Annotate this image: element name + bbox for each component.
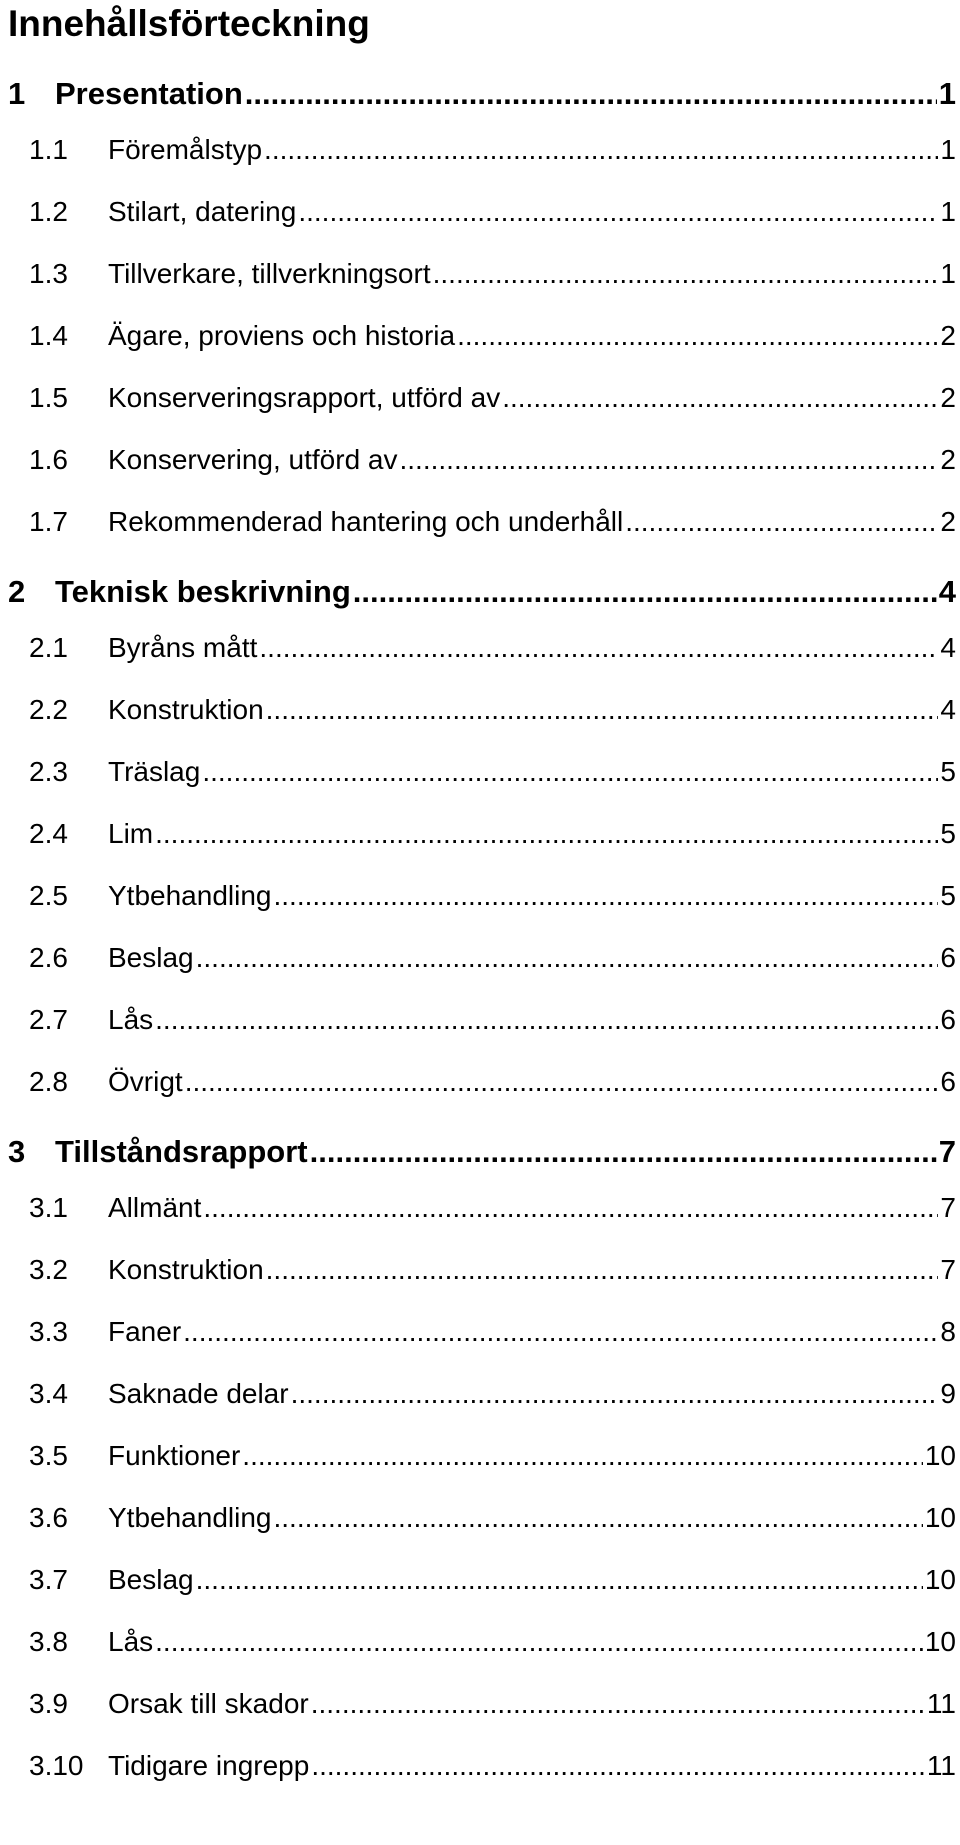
toc-entry-line — [108, 1498, 956, 1538]
toc-entry-line — [108, 1684, 956, 1724]
toc-entry-label: Rekommenderad hantering och underhåll — [108, 506, 624, 537]
toc-entry-label: Beslag — [108, 942, 194, 973]
dot-leader — [502, 378, 938, 418]
toc-entry-page-number: 7 — [938, 1134, 956, 1169]
toc-entry[interactable] — [0, 814, 960, 854]
toc-entry[interactable] — [0, 1622, 960, 1662]
dot-leader — [266, 1250, 939, 1290]
toc-entry-label: Ytbehandling — [108, 1502, 272, 1533]
toc-entry[interactable] — [0, 1250, 960, 1290]
toc-entry-number: 3.2 — [29, 1254, 68, 1285]
dot-leader — [264, 130, 938, 170]
toc-entry[interactable] — [0, 378, 960, 418]
toc-entry-label: Stilart, datering — [108, 196, 297, 227]
dot-leader — [259, 628, 938, 668]
toc-entry[interactable] — [0, 1188, 960, 1228]
toc-entry-number: 3.10 — [29, 1750, 84, 1781]
toc-entry-number: 1.2 — [29, 196, 68, 227]
toc-entry-number: 2.2 — [29, 694, 68, 725]
toc-entry-line — [108, 1188, 956, 1228]
toc-entry-line — [55, 1132, 956, 1172]
toc-entry[interactable] — [0, 690, 960, 730]
toc-entry-page-number: 1 — [940, 134, 956, 165]
toc-entry-label: Lim — [108, 818, 154, 849]
toc-entry-page-number: 10 — [924, 1564, 956, 1595]
toc-entry-page-number: 5 — [940, 880, 956, 911]
toc-entry-line — [108, 316, 956, 356]
toc-entry-number: 2.4 — [29, 818, 68, 849]
toc-entry-page-number: 11 — [926, 1750, 956, 1781]
toc-entry-page-number: 6 — [940, 1004, 956, 1035]
toc-entry-line — [108, 1000, 956, 1040]
dot-leader — [400, 440, 939, 480]
toc-entry[interactable] — [0, 254, 960, 294]
toc-entry-number: 1 — [8, 76, 26, 111]
toc-entry-label: Konstruktion — [108, 694, 264, 725]
toc-entry-number: 2 — [8, 574, 26, 609]
toc-entry-number: 1.3 — [29, 258, 68, 289]
toc-entry-number: 1.1 — [29, 134, 68, 165]
toc-entry-page-number: 10 — [924, 1440, 956, 1471]
toc-entry-number: 3.8 — [29, 1626, 68, 1657]
dot-leader — [196, 1560, 923, 1600]
page-title: Innehållsförteckning — [8, 3, 370, 44]
dot-leader — [457, 316, 938, 356]
toc-entry-number: 2.1 — [29, 632, 68, 663]
toc-entry-number: 2.6 — [29, 942, 68, 973]
toc-entry-page-number: 1 — [940, 258, 956, 289]
toc-entry-label: Funktioner — [108, 1440, 241, 1471]
toc-entry-page-number: 2 — [940, 506, 956, 537]
toc-entry-number: 2.7 — [29, 1004, 68, 1035]
toc-entry-line — [108, 1062, 956, 1102]
toc-entry-number: 3 — [8, 1134, 26, 1169]
toc-entry-line — [108, 1312, 956, 1352]
toc-entry-number: 3.1 — [29, 1192, 68, 1223]
toc-entry[interactable] — [0, 502, 960, 542]
toc-entry-number: 1.4 — [29, 320, 68, 351]
toc-entry-line — [108, 130, 956, 170]
dot-leader — [273, 1498, 922, 1538]
toc-entry-number: 3.9 — [29, 1688, 68, 1719]
toc-entry-label: Konserveringsrapport, utförd av — [108, 382, 501, 413]
toc-entry-line — [55, 572, 956, 612]
toc-entry-line — [108, 690, 956, 730]
toc-entry-line — [108, 1746, 956, 1786]
toc-entry-number: 2.3 — [29, 756, 68, 787]
toc-heading-entry[interactable] — [0, 1132, 960, 1172]
toc-entry[interactable] — [0, 130, 960, 170]
toc-entry[interactable] — [0, 628, 960, 668]
toc-entry-label: Ägare, proviens och historia — [108, 320, 456, 351]
toc-entry-label: Tidigare ingrepp — [108, 1750, 310, 1781]
toc-entry[interactable] — [0, 876, 960, 916]
dot-leader — [291, 1374, 939, 1414]
toc-entry-line — [108, 502, 956, 542]
toc-entry-page-number: 4 — [940, 632, 956, 663]
toc-entry-line — [108, 1250, 956, 1290]
toc-entry-page-number: 6 — [940, 1066, 956, 1097]
toc-entry-page-number: 4 — [938, 574, 956, 609]
toc-entry[interactable] — [0, 1560, 960, 1600]
dot-leader — [196, 938, 939, 978]
toc-entry[interactable] — [0, 1374, 960, 1414]
toc-entry-label: Konstruktion — [108, 1254, 264, 1285]
toc-entry-number: 1.6 — [29, 444, 68, 475]
toc-entry-label: Beslag — [108, 1564, 194, 1595]
toc-entry[interactable] — [0, 1498, 960, 1538]
toc-entry-number: 3.5 — [29, 1440, 68, 1471]
toc-entry-label: Ytbehandling — [108, 880, 272, 911]
toc-entry-number: 3.6 — [29, 1502, 68, 1533]
toc-entry-label: Saknade delar — [108, 1378, 289, 1409]
toc-heading-entry[interactable] — [0, 74, 960, 114]
dot-leader — [266, 690, 939, 730]
toc-entry-page-number: 5 — [940, 818, 956, 849]
toc-entry-label: Föremålstyp — [108, 134, 263, 165]
toc-entry-number: 1.5 — [29, 382, 68, 413]
dot-leader — [311, 1746, 925, 1786]
toc-entry-page-number: 7 — [940, 1192, 956, 1223]
toc-entry[interactable] — [0, 1684, 960, 1724]
toc-entry-number: 3.4 — [29, 1378, 68, 1409]
dot-leader — [625, 502, 938, 542]
toc-entry-label: Faner — [108, 1316, 182, 1347]
dot-leader — [155, 814, 938, 854]
toc-entry-number: 3.3 — [29, 1316, 68, 1347]
toc-entry-line — [108, 440, 956, 480]
toc-entry-line — [108, 814, 956, 854]
dot-leader — [433, 254, 939, 294]
dot-leader — [242, 1436, 923, 1476]
toc-entry-line — [55, 74, 956, 114]
toc-entry-line — [108, 1436, 956, 1476]
toc-entry-page-number: 8 — [940, 1316, 956, 1347]
toc-entry[interactable] — [0, 1312, 960, 1352]
toc-entry-line — [108, 1622, 956, 1662]
toc-entry-line — [108, 1560, 956, 1600]
toc-entry-page-number: 2 — [940, 444, 956, 475]
toc-entry-page-number: 9 — [940, 1378, 956, 1409]
dot-leader — [353, 572, 937, 612]
toc-entry-label: Konservering, utförd av — [108, 444, 398, 475]
toc-entry-line — [108, 938, 956, 978]
toc-entry-line — [108, 752, 956, 792]
toc-entry-number: 2.8 — [29, 1066, 68, 1097]
toc-entry[interactable] — [0, 752, 960, 792]
toc-entry-page-number: 2 — [940, 320, 956, 351]
toc-entry-label: Lås — [108, 1004, 154, 1035]
dot-leader — [311, 1684, 925, 1724]
toc-entry[interactable] — [0, 938, 960, 978]
toc-entry-line — [108, 876, 956, 916]
toc-entry[interactable] — [0, 1746, 960, 1786]
toc-entry-label: Byråns mått — [108, 632, 258, 663]
toc-entry-label: Lås — [108, 1626, 154, 1657]
dot-leader — [310, 1132, 937, 1172]
toc-entry-number: 2.5 — [29, 880, 68, 911]
dot-leader — [202, 752, 938, 792]
dot-leader — [185, 1062, 939, 1102]
toc-entry-label: Orsak till skador — [108, 1688, 309, 1719]
dot-leader — [203, 1188, 938, 1228]
toc-entry-line — [108, 254, 956, 294]
toc-entry-label: Allmänt — [108, 1192, 202, 1223]
toc-entry-number: 1.7 — [29, 506, 68, 537]
toc-entry-page-number: 1 — [938, 76, 956, 111]
toc-entry[interactable] — [0, 316, 960, 356]
dot-leader — [155, 1622, 923, 1662]
dot-leader — [273, 876, 938, 916]
toc-entry-label: Presentation — [55, 76, 243, 111]
toc-entry-page-number: 10 — [924, 1626, 956, 1657]
dot-leader — [245, 74, 937, 114]
toc-entry-line — [108, 1374, 956, 1414]
toc-entry-label: Tillverkare, tillverkningsort — [108, 258, 431, 289]
dot-leader — [298, 192, 938, 232]
toc-entry-label: Tillståndsrapport — [55, 1134, 308, 1169]
toc-entry-line — [108, 378, 956, 418]
toc-entry-page-number: 7 — [940, 1254, 956, 1285]
toc-entry-number: 3.7 — [29, 1564, 68, 1595]
toc-heading-entry[interactable] — [0, 572, 960, 612]
toc-entry[interactable] — [0, 440, 960, 480]
toc-entry-page-number: 4 — [940, 694, 956, 725]
toc-entry-page-number: 11 — [926, 1688, 956, 1719]
toc-entry[interactable] — [0, 192, 960, 232]
toc-entry-label: Träslag — [108, 756, 201, 787]
toc-entry-page-number: 6 — [940, 942, 956, 973]
toc-entry-page-number: 10 — [924, 1502, 956, 1533]
toc-entry[interactable] — [0, 1436, 960, 1476]
toc-entry-label: Teknisk beskrivning — [55, 574, 351, 609]
toc-entry-page-number: 5 — [940, 756, 956, 787]
toc-entry-label: Övrigt — [108, 1066, 183, 1097]
toc-entry-page-number: 1 — [940, 196, 956, 227]
toc-entry[interactable] — [0, 1062, 960, 1102]
toc-entry[interactable] — [0, 1000, 960, 1040]
toc-entry-page-number: 2 — [940, 382, 956, 413]
dot-leader — [183, 1312, 938, 1352]
toc-entry-line — [108, 192, 956, 232]
dot-leader — [155, 1000, 938, 1040]
toc-entry-line — [108, 628, 956, 668]
